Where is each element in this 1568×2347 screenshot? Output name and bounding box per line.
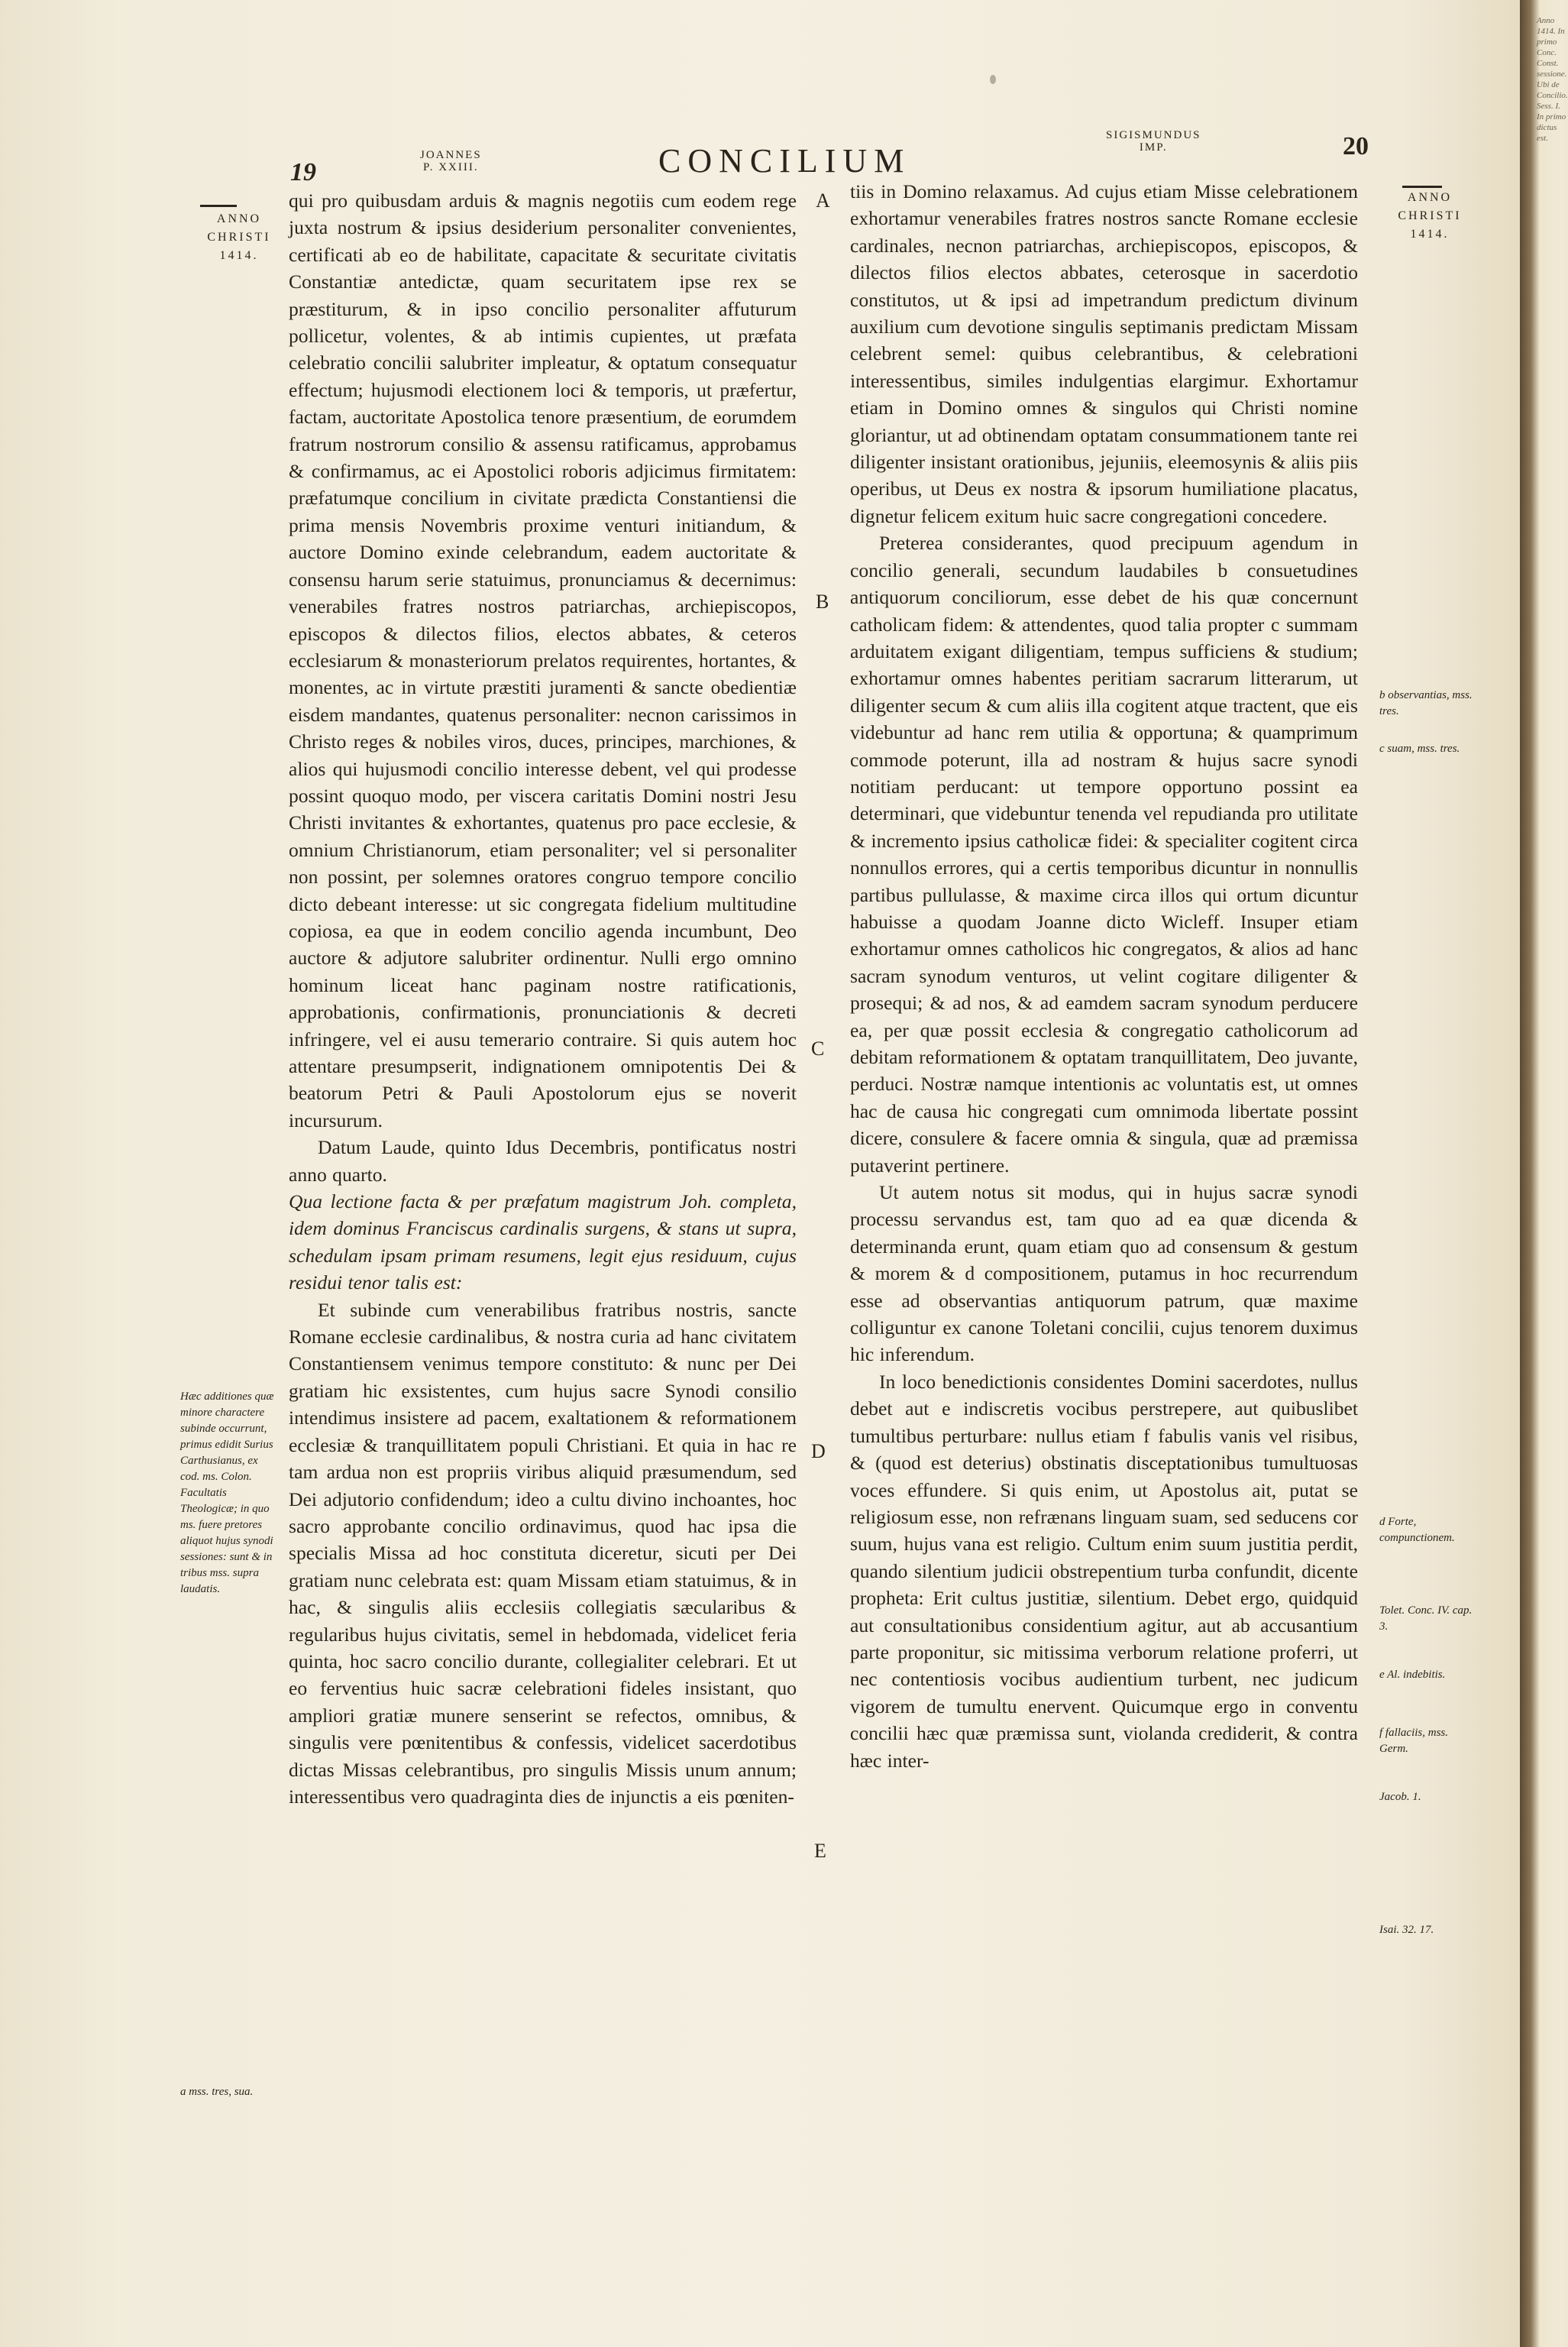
margin-note-jacob: Jacob. 1. [1379,1791,1421,1803]
section-letter-a: A [816,189,830,212]
header-emperor-name: SIGISMUNDUS [1106,129,1201,141]
page-number-right: 20 [1343,132,1369,160]
text-paragraph: Qua lectione facta & per præfatum magistrum Joh. completa, idem dominus Franciscus cardinalis surgens, & stans ut supra, schedulam ipsam primam resumens, legit ejus residuum, cujus residui tenor talis est: [289,1190,797,1294]
facing-page-text: Anno 1414. In primo Conc. Const. sessione. Ubi de Concilio. Sess. I. In primo dictus est. [1537,16,1568,143]
margin-note-d: d Forte, compunctionem. [1379,1516,1455,1544]
margin-note-additions: Hæc additiones quæ minore charactere subinde occurrunt, primus edidit Surius Carthusianus, ex cod. ms. Colon. Facultatis Theologicæ; in quo ms. fuere pretores aliquot hujus synodi sessiones: sunt & in tribus mss. supra laudatis. [180,1390,274,1595]
margin-rule-right [1402,186,1442,188]
margin-note-b: b observantias, mss. tres. [1379,689,1473,717]
margin-note-isai: Isai. 32. 17. [1379,1924,1434,1936]
page-number-left: 19 [290,158,316,186]
header-pope [420,149,482,173]
header-emperor [1106,129,1201,154]
margin-anno-label: ANNO [216,212,262,225]
margin-note-e: e Al. indebitis. [1379,1669,1446,1681]
margin-anno-label: ANNO [1407,191,1453,204]
header-emperor-title: IMP. [1139,141,1168,154]
text-paragraph: tiis in Domino relaxamus. Ad cujus etiam Misse celebrationem exhortamur venerabiles fratres nostros sancte Romane ecclesie cardinales, necnon patriarchas, archiepiscopos, episcopos, & dilectos filios electos abbates, ceterosque in sacerdotio constitutos, ut & ipsi ad impetrandum predictum divinum auxilium cum devotione singulis septimanis predictam Missam celebrent semel: quibus celebrantibus, & celebrationi interessentibus, similes indulgentias elargimur. Exhortamur etiam in Domino omnes & singulos qui Christi nomine gloriantur, ut ad obtinendam optatam consummationem tante rei diligenter insistant orationibus, jejuniis, eleemosynis & aliis piis operibus, ut Deus ex nostra & ipsorum humiliatione placatus, dignetur felicem exitum huic sacre congregationi concedere. [850,180,1358,527]
header-pope-number: P. XXIII. [423,161,479,173]
text-paragraph: Datum Laude, quinto Idus Decembris, pontificatus nostri anno quarto. [289,1136,797,1186]
text-paragraph: qui pro quibusdam arduis & magnis negotiis cum eodem rege juxta nostrum & ipsius desiderium personaliter convenientes, certificati ab eo de habilitate, capacitate & securitate civitatis Constantiæ antedictæ, quam securitatem ipse rex se præstiturum, & in ipso concilio personaliter affuturum pollicetur, volentes, & ab intimis cupientes, ut præfata celebratio concilii salubriter impleatur, & optatum consequatur effectum; hujusmodi electionem loci & temporis, ut præfertur, factam, auctoritate Apostolica tenore præsentium, de eorumdem fratrum nostrorum consilio & assensu ratificamus, approbamus & confirmamus, ac ei Apostolici roboris adjicimus firmitatem: præfatumque concilium in civitate prædicta Constantiensi die prima mensis Novembris proxime venturi initiandum, & auctore Domino exinde celebrandum, eadem auctoritate & consensu harum serie statuimus, pronunciamus & decernimus: venerabiles fratres nostros patriarchas, archiepiscopos, episcopos & dilectos filios, electos abbates, & ceteros ecclesiarum & monasteriorum prelatos requirentes, hortantes, & monentes, ac in virtute præstiti juramenti & sancte obedientiæ eisdem mandantes, quatenus personaliter: necnon carissimos in Christo reges & nobiles viros, duces, principes, marchiones, & alios qui hujusmodi concilio interesse debent, vel qui prodesse possint quoquo modo, per viscera caritatis Domini nostri Jesu Christi invitantes & exhortantes, quatenus pro pace ecclesie, & omnium Christianorum, etiam personaliter; vel si personaliter non possint, per solemnes oratores congruo tempore concilio dicto debeant interesse: ut sic congregata fidelium multitudine copiosa, ea que in eodem concilio agenda incumbunt, Deo auctore & adjutore salubriter ordinentur. Nulli ergo omnino hominum liceat hanc paginam nostre ratificationis, approbationis, confirmationis, pronunciationis & decreti infringere, vel ei ausu temerario contraire. Si quis autem hoc attentare presumpserit, indignationem omnipotentis Dei & beatorum Petri & Pauli Apostolorum ejus se noverit incursurum. [289,189,797,1131]
section-letter-e: E [814,1840,826,1862]
margin-year-left [197,210,281,265]
text-paragraph: Preterea considerantes, quod precipuum agendum in concilio generali, secundum laudabiles b consuetudines antiquorum conciliorum, esse debet de his quæ concernunt catholicam fidem: & attendentes, quod talia propter c summam arduitatem exigant diligentiam, tempus sufficiens & studium; exhortamur omnes habentes peritiam sacrarum litterarum, ut diligenter secum & cum aliis illa cogitent atque tractent, que eis videbuntur ad hanc rem utilia & opportuna; & quamprimum commode poterunt, illa ad nostram & hujus sacre synodi notitiam perducant: ut tempore opportuno possint ea determinari, que videbuntur tenenda vel repudianda pro utilitate & incremento ipsius catholicæ fidei: & specialiter cogitent circa nonnullos errores, qui a certis temporibus dicuntur in nonnullis partibus pullulasse, & maxime circa illos qui ortum dicuntur habuisse a quodam Joanne dicto Wicleff. Insuper etiam exhortamur omnes catholicos hic congregatos, & alios ad hanc sacram synodum venturos, ut velint cogitare diligenter & prosequi; & ad nos, & ad eamdem sacram synodum perducere ea, per quæ possit ecclesia & congregatio catholicorum ad debitam reformationem & optatam tranquillitatem, Deo juvante, perduci. Nostræ namque intentionis ac voluntatis est, ut omnes hac de causa hic congregati cum omnimoda libertate possint dicere, consulere & facere omnia & singula, quæ ad præmissa putaverint pertinere. [850,532,1358,1177]
paper-speck [990,75,996,84]
right-text-column [850,178,1358,1774]
section-letter-b: B [816,591,829,613]
section-letter-d: D [811,1440,826,1462]
margin-note-c: c suam, mss. tres. [1379,743,1460,755]
margin-rule-left [200,205,237,207]
margin-christi-label: CHRISTI [207,231,271,244]
margin-note-toletan: Tolet. Conc. IV. cap. 3. [1379,1604,1473,1633]
left-text-column [289,187,797,1810]
margin-christi-label: CHRISTI [1398,209,1462,222]
page-title: CONCILIUM [658,142,911,180]
margin-year-value: 1414. [1410,228,1450,241]
text-paragraph: Ut autem notus sit modus, qui in hujus sacræ synodi processu servandus est, tam quo ad ea quæ dicenda & determinanda erunt, quam etiam quo ad consensum & gestum & morem & d compositionem, putamus in hoc recurrendum esse ad observantias antiquorum patrum, quæ maxime colliguntur ex canone Toletani concilii, cujus tenorem duximus hic inferendum. [850,1181,1358,1366]
facing-page-edge [1520,0,1568,2347]
margin-note-f: f fallaciis, mss. Germ. [1379,1727,1449,1755]
margin-year-value: 1414. [219,249,259,262]
margin-year-right [1392,189,1468,244]
text-paragraph: Et subinde cum venerabilibus fratribus nostris, sancte Romane ecclesie cardinalibus, & nostra curia ad hanc civitatem Constantiensem venimus tempore constituto: & nunc per Dei gratiam hic exsistentes, cum hujus sacre Synodi consilio intendimus insistere ad pacem, exaltationem & reformationem ecclesiæ & tranquillitatem populi Christiani. Et quia in hac re tam ardua non est propriis viribus aliquid præsumendum, sed Dei adjutorio confidendum; ideo a cultu divino inchoantes, hoc sacro approbante concilio ordinavimus, quod hac ipsa die specialis Missa ad hoc constituta diceretur, sicuti per Dei gratiam nunc celebrata est: quam Missam etiam statuimus, & in hac, & singulis aliis ecclesiis collegiatis sæcularibus & regularibus hujus civitatis, semel in hebdomada, videlicet feria quinta, hoc sacro concilio durante, collegialiter celebrari. Et ut eo ferventius huic sacræ celebrationi fideles insistant, quo ampliori gratiæ munere senserint se refectos, omnibus, & singulis vere pœnitentibus & confessis, videlicet sacerdotibus dictas Missas celebrantibus, pro singulis Missis unum annum; interessentibus vero quadraginta dies de injunctis a eis pœniten- [289,1298,797,1808]
margin-note-a: a mss. tres, sua. [180,2086,254,2098]
header-pope-name: JOANNES [420,149,482,161]
section-letter-c: C [811,1038,825,1060]
text-paragraph: In loco benedictionis considentes Domini sacerdotes, nullus debet aut e indiscretis vocibus perstrepere, aut quibuslibet tumultibus perturbare: nullus etiam f fabulis vanis vel risibus, & (quod est deterius) obstinatis disceptationibus tumultuosas voces effundere. Si quis enim, ut Apostolus ait, putat se religiosum esse, non refrænans linguam suam, sed seducens cor suum, hujus vana est religio. Cultum enim suum justitia perdit, quando silentium judicii obstrepentium turba confundit, dicente propheta: Erit cultus justitiæ, silentium. Debet ergo, quidquid aut consultationibus considentium agitur, aut ab accusantium parte proponitur, sic mitissima verborum relatione proferri, ut nec contentiosis vocibus audientium turbent, nec judicum vigorem de tumultu enervent. Quicumque ergo in conventu concilii hæc quæ præmissa sunt, violanda crediderit, & contra hæc inter- [850,1370,1358,1772]
